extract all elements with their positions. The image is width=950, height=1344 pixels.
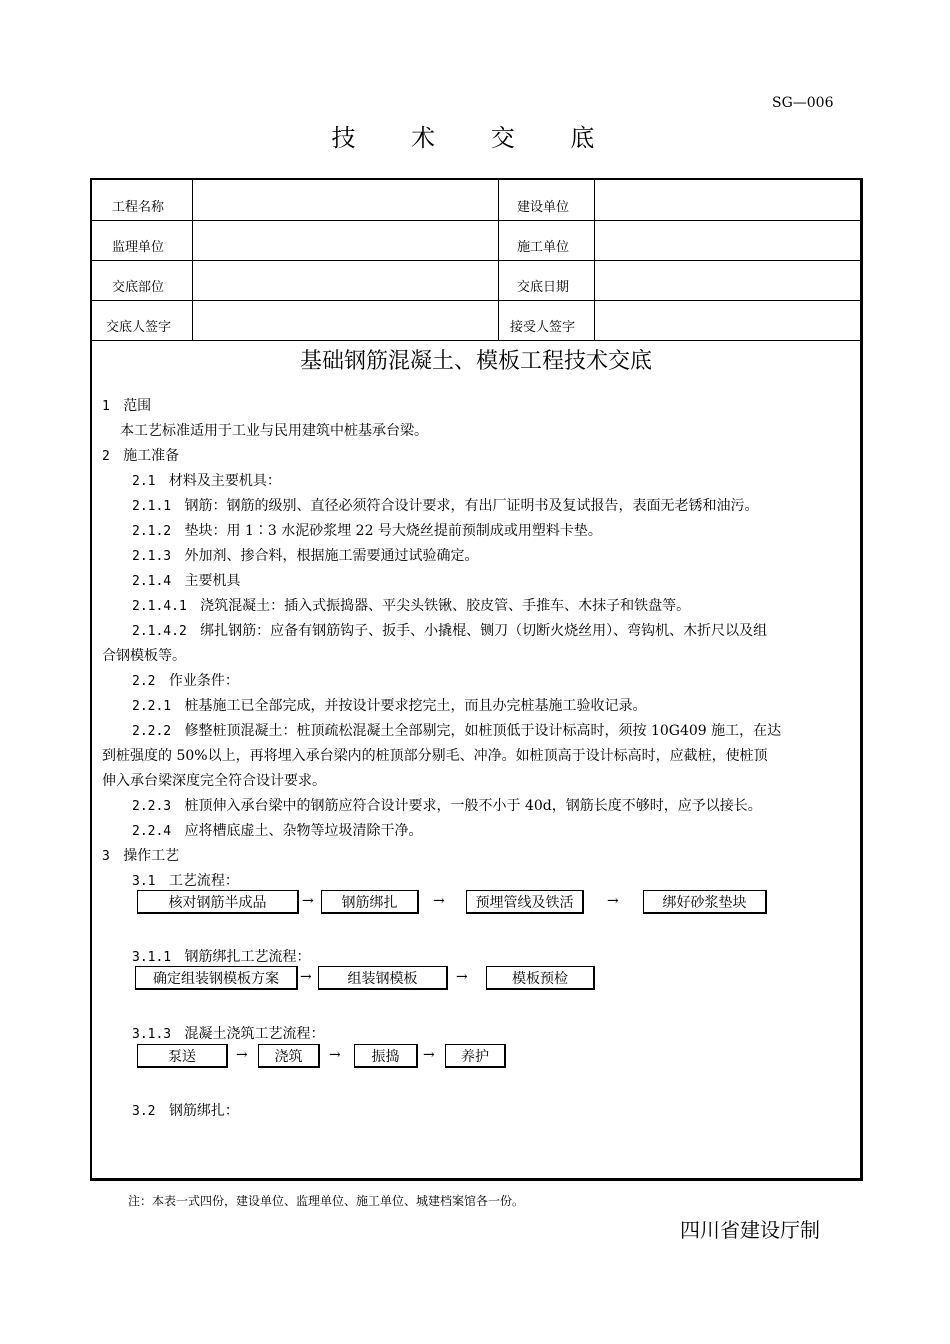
clause-text: 钢筋：钢筋的级别、直径必须符合设计要求，有出厂证明书及复试报告，表面无老锈和油污。 [184,498,759,514]
clause-number: 2.2.1 [132,699,172,714]
paragraph [132,720,781,740]
arrow-right-icon: → [329,1047,341,1063]
paragraph-continued: 到桩强度的 50%以上，再将埋入承台梁内的桩顶部分剔毛、冲净。如桩顶高于设计标高时，应截桩，使桩顶 [102,748,768,764]
paragraph [132,795,762,815]
row-divider [92,340,860,341]
flow-step: 泵送 [137,1044,228,1068]
supervisor-unit-field[interactable] [194,221,496,259]
form-code: SG—006 [772,95,834,111]
clause-text: 钢筋绑扎工艺流程： [184,949,311,965]
paragraph [132,570,241,590]
clause-text: 工艺流程： [168,873,239,889]
disclosure-part-field[interactable] [194,261,496,299]
arrow-right-icon: → [433,893,445,909]
paragraph-continued: 伸入承台梁深度完全符合设计要求。 [102,773,326,789]
clause-text: 应将槽底虚土、杂物等垃圾清除干净。 [184,823,423,839]
disclosure-date-field[interactable] [596,261,858,299]
supervisor-unit-label: 监理单位 [112,240,165,255]
discloser-signature-field[interactable] [194,301,496,339]
arrow-right-icon: → [302,893,314,909]
arrow-right-icon: → [300,969,312,985]
section-title: 操作工艺 [123,848,180,864]
document-title: 基础钢筋混凝土、模板工程技术交底 [299,349,652,374]
issuer: 四川省建设厅制 [680,1218,820,1242]
project-name-field[interactable] [194,181,496,219]
clause-number: 2.1.2 [132,524,172,539]
clause-number: 2.1.1 [132,499,172,514]
paragraph [132,870,239,890]
arrow-right-icon: → [456,969,468,985]
clause-text: 主要机具 [184,573,241,589]
page-title: 技 术 交 底 [331,124,619,152]
section-title: 范围 [123,398,152,414]
arrow-right-icon: → [423,1047,435,1063]
discloser-signature-label: 交底人签字 [106,320,172,335]
owner-unit-label: 建设单位 [517,200,570,215]
section-heading [102,445,179,465]
col-divider [498,180,499,340]
section-number: 3 [102,849,110,864]
project-name-label: 工程名称 [112,200,165,215]
section-heading [102,395,151,415]
section-number: 2 [102,449,110,464]
footer-note: 注：本表一式四份，建设单位、监理单位、施工单位、城建档案馆各一份。 [128,1194,525,1208]
paragraph [132,695,647,715]
col-divider [594,180,595,340]
clause-number: 2.1.3 [132,549,172,564]
construction-unit-field[interactable] [596,221,858,259]
clause-number: 2.2.2 [132,724,172,739]
clause-number: 3.1.3 [132,1027,172,1042]
disclosure-part-label: 交底部位 [112,280,165,295]
disclosure-date-label: 交底日期 [517,280,570,295]
flow-step: 确定组装钢模板方案 [135,966,298,990]
paragraph-continued: 合钢模板等。 [102,648,186,664]
clause-number: 2.1.4.2 [132,624,187,639]
section-title: 施工准备 [123,448,180,464]
clause-number: 2.1 [132,474,156,489]
flow-step: 振捣 [354,1044,418,1068]
paragraph [132,620,767,640]
clause-text: 垫块：用 1∶3 水泥砂浆埋 22 号大烧丝提前预制成或用塑料卡垫。 [184,523,602,539]
clause-number: 2.2 [132,674,156,689]
clause-number: 2.2.4 [132,824,172,839]
flow-step: 浇筑 [258,1044,320,1068]
flow-step: 钢筋绑扎 [321,890,419,914]
clause-number: 3.2 [132,1104,156,1119]
flow-step: 模板预检 [486,966,595,990]
paragraph [132,470,281,490]
paragraph [132,1023,325,1043]
section-number: 1 [102,399,110,414]
receiver-signature-field[interactable] [596,301,858,339]
clause-number: 3.1.1 [132,950,172,965]
clause-text: 材料及主要机具： [168,473,281,489]
disclosure-form [90,178,863,1181]
flow-step: 核对钢筋半成品 [137,890,299,914]
paragraph [132,946,311,966]
clause-text: 修整桩顶混凝土：桩顶疏松混凝土全部剔完，如桩顶低于设计标高时，须按 10G409 施工，在达 [184,723,782,739]
construction-unit-label: 施工单位 [517,240,570,255]
clause-text: 钢筋绑扎： [168,1103,239,1119]
col-divider [192,180,193,340]
clause-text: 桩顶伸入承台梁中的钢筋应符合设计要求，一般不小于 40d，钢筋长度不够时，应予以接长。 [184,798,762,814]
clause-number: 3.1 [132,874,156,889]
owner-unit-field[interactable] [596,181,858,219]
paragraph [132,495,759,515]
paragraph [132,1100,239,1120]
arrow-right-icon: → [607,893,619,909]
paragraph: 本工艺标准适用于工业与民用建筑中桩基承台梁。 [120,423,428,439]
paragraph [132,545,479,565]
clause-number: 2.1.4 [132,574,172,589]
clause-text: 绑扎钢筋：应备有钢筋钩子、扳手、小撬棍、铡刀（切断火烧丝用）、弯钩机、木折尺以及组 [200,623,768,639]
paragraph [132,670,239,690]
clause-text: 外加剂、掺合料，根据施工需要通过试验确定。 [184,548,479,564]
clause-text: 作业条件： [168,673,239,689]
clause-number: 2.2.3 [132,799,172,814]
flow-step: 组装钢模板 [318,966,448,990]
paragraph [132,820,423,840]
paragraph [132,520,602,540]
flow-step: 养护 [445,1044,506,1068]
clause-text: 混凝土浇筑工艺流程： [184,1026,325,1042]
receiver-signature-label: 接受人签字 [510,320,576,335]
clause-text: 桩基施工已全部完成，并按设计要求挖完土，而且办完桩基施工验收记录。 [184,698,647,714]
arrow-right-icon: → [236,1047,248,1063]
flow-step: 绑好砂浆垫块 [643,890,767,914]
clause-text: 浇筑混凝土：插入式振捣器、平尖头铁锹、胶皮管、手推车、木抹子和铁盘等。 [200,598,691,614]
clause-number: 2.1.4.1 [132,599,187,614]
flow-step: 预埋管线及铁活 [466,890,584,914]
section-heading [102,845,179,865]
paragraph [132,595,690,615]
